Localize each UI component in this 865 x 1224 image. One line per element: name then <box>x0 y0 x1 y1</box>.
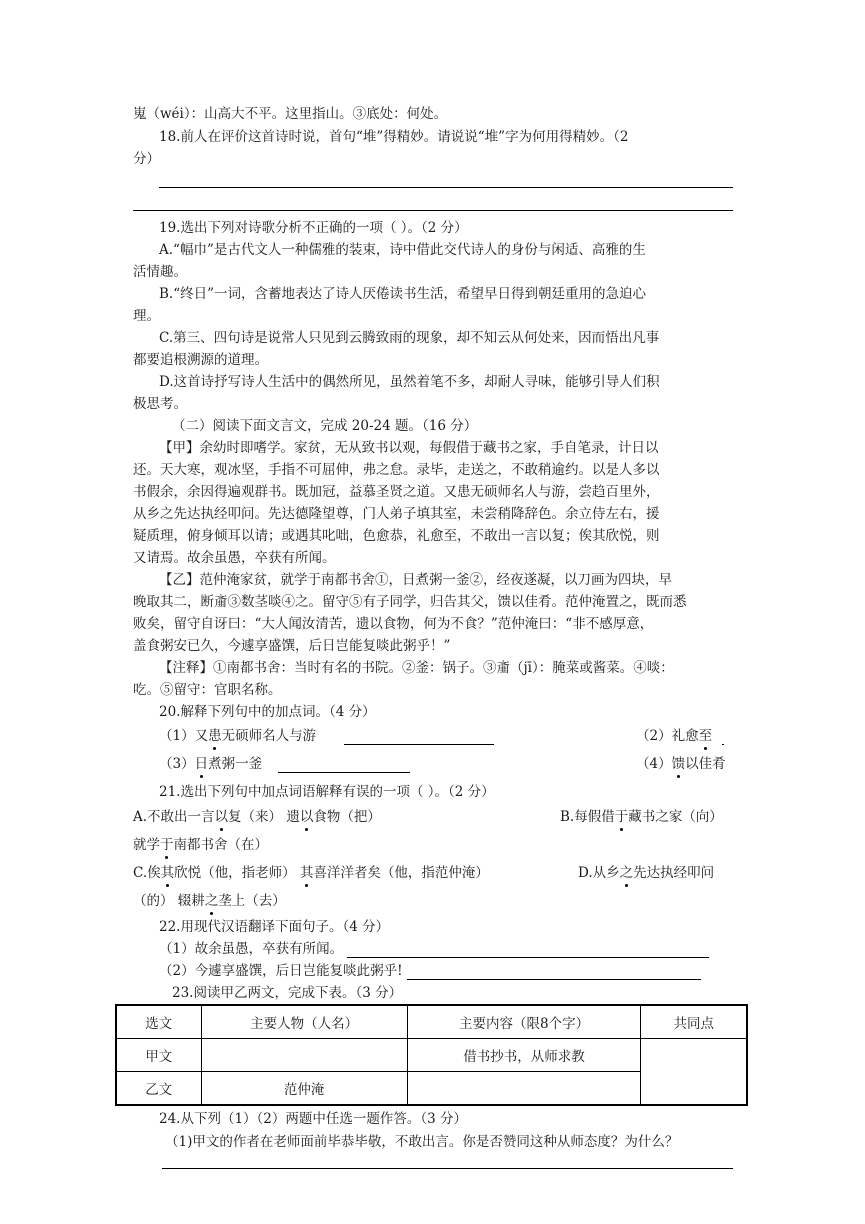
poem-note-line: 嵬（wéi）：山高大不平。这里指山。③底处：何处。 <box>133 106 448 122</box>
annotation: 【注释】①南都书舍：当时有名的书院。②釜：锅子。③齑（jī）：腌菜或酱菜。④啖： <box>159 660 674 676</box>
q19-option-b-cont: 理。 <box>133 308 160 324</box>
row-label-yi: 乙文 <box>116 1072 201 1106</box>
table-header: 主要人物（人名） <box>201 1005 407 1039</box>
passage-yi: 盖食粥安已久，今遽享盛馔，后日岂能复啖此粥乎！” <box>133 638 451 654</box>
passage-yi: 败矣，留守自讶曰：“大人闻汝清苦，遗以食物，何为不食？”范仲淹曰：“非不感厚意， <box>133 616 654 632</box>
q19-option-c: C.第三、四句诗是说常人只见到云腾致雨的现象，却不知云从何处来，因而悟出凡事 <box>159 330 660 346</box>
question-22: 22.用现代汉语翻译下面句子。（4 分） <box>159 919 390 935</box>
summary-table <box>115 1004 748 1106</box>
question-21: 21.选出下列句中加点词语解释有误的一项（ ）。（2 分） <box>159 784 495 800</box>
q21-option-d-cont: （的） 辍耕之垄上（去） <box>133 893 286 909</box>
passage-yi: 晚取其二，断齑③数茎啖④之。留守⑤有子同学，归告其父，馈以佳肴。范仲淹置之，既而悉 <box>133 594 687 610</box>
q22-answer-2[interactable] <box>407 963 701 980</box>
q21-option-d: D.从乡之先达执经叩问 <box>578 865 715 881</box>
section-2-heading: （二）阅读下面文言文，完成 20-24 题。（16 分） <box>172 418 478 434</box>
q22-answer-1[interactable] <box>347 941 709 958</box>
table-header: 共同点 <box>641 1005 747 1039</box>
cell-person-yi: 范仲淹 <box>201 1072 407 1106</box>
passage-jia: 还。天大寒，观冰坚，手指不可屈伸，弗之怠。录毕，走送之，不敢稍逾约。以是人多以 <box>133 462 660 478</box>
row-label-jia: 甲文 <box>116 1039 201 1072</box>
annotation: 吃。⑤留守：官职名称。 <box>133 682 282 698</box>
q19-option-d: D.这首诗抒写诗人生活中的偶然所见，虽然着笔不多，却耐人寻味，能够引导人们积 <box>159 374 660 390</box>
q22-item-1: （1）故余虽愚，卒获有所闻。 <box>159 940 709 958</box>
answer-line-18a[interactable] <box>159 187 733 188</box>
table-header: 选文 <box>116 1005 201 1039</box>
q22-item-2: （2）今遽享盛馔，后日岂能复啖此粥乎! <box>159 962 701 980</box>
passage-jia: 疑质理，俯身倾耳以请；或遇其叱咄，色愈恭，礼愈至，不敢出一言以复；俟其欣悦，则 <box>133 528 660 544</box>
question-23: 23.阅读甲乙两文，完成下表。（3 分） <box>172 985 403 1001</box>
q21-option-b: B.每假借于藏书之家（向） <box>560 809 723 825</box>
passage-jia: 【甲】余幼时即嗜学。家贫，无从致书以观，每假借于藏书之家，手自笔录，计日以 <box>159 440 659 456</box>
q21-option-c: C.俟其欣悦（他，指老师） 其喜洋洋者矣（他，指范仲淹） <box>133 865 489 881</box>
passage-jia: 又请焉。故余虽愚，卒获有所闻。 <box>133 550 336 566</box>
q21-option-a: A.不敢出一言以复（来） 遗以食物（把） <box>133 809 381 825</box>
q20-item-3: （3）日煮粥一釜 <box>159 755 410 773</box>
answer-line-24[interactable] <box>162 1168 733 1169</box>
cell-common-point[interactable] <box>641 1039 747 1106</box>
q19-option-a: A.“幅巾”是古代文人一种儒雅的装束，诗中借此交代诗人的身份与闲适、高雅的生 <box>159 242 646 258</box>
q21-option-b-cont: 就学于南都书舍（在） <box>133 837 268 853</box>
question-18-cont: 分） <box>133 151 160 167</box>
q19-option-a-cont: 活情趣。 <box>133 264 187 280</box>
question-19: 19.选出下列对诗歌分析不正确的一项（ ）。（2 分） <box>159 220 468 236</box>
question-18: 18.前人在评价这首诗时说，首句“堆”得精妙。请说说“堆”字为何用得精妙。（2 <box>159 129 629 145</box>
cell-content-jia: 借书抄书，从师求教 <box>407 1039 641 1072</box>
question-24: 24.从下列（1）（2）两题中任选一题作答。（3 分） <box>159 1111 468 1127</box>
q20-item-4: （4）馈以佳肴 <box>636 756 726 772</box>
q20-answer-3[interactable] <box>278 756 410 773</box>
answer-line-18b[interactable] <box>133 210 733 211</box>
cell-person-jia[interactable] <box>201 1039 407 1072</box>
q24-item-1: （1)甲文的作者在老师面前毕恭毕敬，不敢出言。你是否赞同这种从师态度？为什么？ <box>165 1134 679 1150</box>
q20-item-2: （2）礼愈至 <box>636 727 724 745</box>
q20-item-1: （1）又患无硕师名人与游 <box>159 727 494 745</box>
q19-option-d-cont: 极思考。 <box>133 396 187 412</box>
q20-answer-2[interactable] <box>722 728 724 745</box>
question-20: 20.解释下列句中的加点词。（4 分） <box>159 704 376 720</box>
cell-content-yi[interactable] <box>407 1072 641 1106</box>
q20-answer-1[interactable] <box>344 728 494 745</box>
q19-option-c-cont: 都要追根溯源的道理。 <box>133 352 268 368</box>
q19-option-b: B.“终日”一词，含蓄地表达了诗人厌倦读书生活，希望早日得到朝廷重用的急迫心 <box>159 286 647 302</box>
passage-jia: 从乡之先达执经叩问。先达德隆望尊，门人弟子填其室，未尝稍降辞色。余立侍左右，援 <box>133 506 660 522</box>
passage-jia: 书假余，余因得遍观群书。既加冠，益慕圣贤之道。又患无硕师名人与游，尝趋百里外， <box>133 484 660 500</box>
passage-yi: 【乙】范仲淹家贫，就学于南都书舍①，日煮粥一釜②，经夜遂凝，以刀画为四块，早 <box>159 572 672 588</box>
table-header: 主要内容（限8个字） <box>407 1005 641 1039</box>
